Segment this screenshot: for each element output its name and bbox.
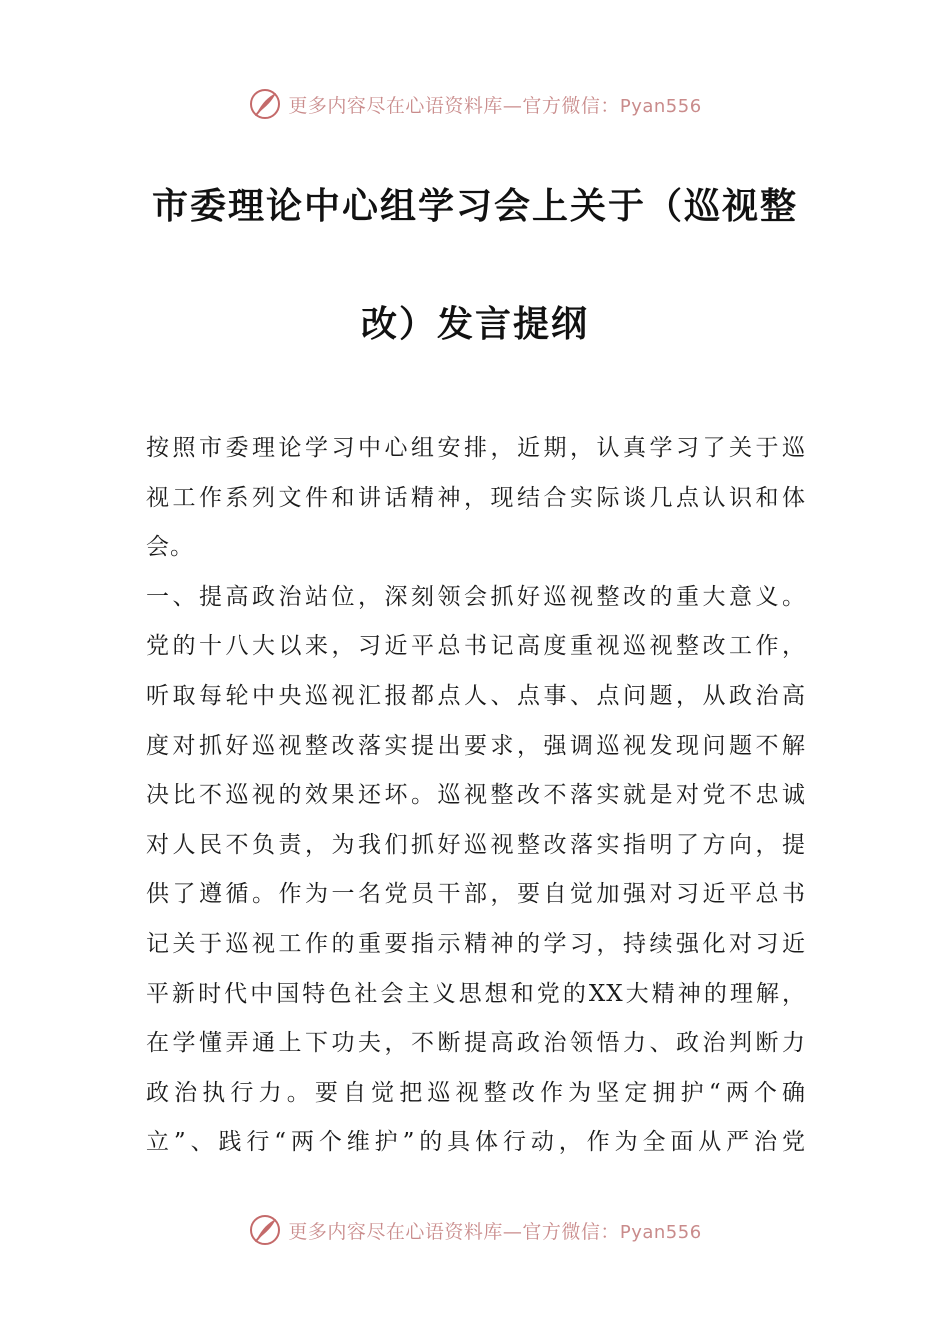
feather-pen-logo-icon (248, 87, 282, 121)
body-line: 政治执行力。要自觉把巡视整改作为坚定拥护“两个确 (146, 1079, 806, 1106)
watermark-banner-bottom (0, 1210, 950, 1250)
feather-pen-logo-icon (248, 1213, 282, 1247)
body-line: 供了遵循。作为一名党员干部，要自觉加强对习近平总书 (146, 881, 806, 908)
body-line: 听取每轮中央巡视汇报都点人、点事、点问题，从政治高 (146, 682, 806, 709)
body-line: 会。 (146, 534, 194, 561)
watermark-brand: Pyan556 (619, 1221, 702, 1243)
body-line: 视工作系列文件和讲话精神，现结合实际谈几点认识和体 (146, 484, 806, 511)
body-line: 立”、践行“两个维护”的具体行动，作为全面从严治党 (146, 1129, 806, 1156)
body-line: 党的十八大以来，习近平总书记高度重视巡视整改工作， (146, 633, 806, 660)
body-line: 记关于巡视工作的重要指示精神的学习，持续强化对习近 (146, 930, 806, 957)
body-line: 对人民不负责，为我们抓好巡视整改落实指明了方向，提 (146, 831, 806, 858)
watermark-prefix: 更多内容尽在心语资料库—官方微信： (288, 94, 620, 117)
body-line: 决比不巡视的效果还坏。巡视整改不落实就是对党不忠诚 (146, 782, 806, 809)
watermark-brand: Pyan556 (619, 95, 702, 117)
document-title-line-1: 市委理论中心组学习会上关于（巡视整 (151, 186, 798, 227)
document-title-line-2: 改）发言提纲 (360, 304, 589, 345)
watermark-text (288, 1217, 701, 1244)
body-line: 在学懂弄通上下功夫，不断提高政治领悟力、政治判断力 (146, 1030, 806, 1057)
document-body (146, 424, 806, 1168)
body-line: 按照市委理论学习中心组安排，近期，认真学习了关于巡 (146, 435, 806, 461)
watermark-banner-top (0, 84, 950, 124)
watermark-text (288, 91, 701, 118)
section-heading: 一、提高政治站位，深刻领会抓好巡视整改的重大意义。 (146, 583, 806, 610)
body-line: 平新时代中国特色社会主义思想和党的XX大精神的理解， (146, 980, 806, 1007)
watermark-prefix: 更多内容尽在心语资料库—官方微信： (288, 1220, 620, 1243)
body-line: 度对抓好巡视整改落实提出要求，强调巡视发现问题不解 (146, 732, 806, 759)
